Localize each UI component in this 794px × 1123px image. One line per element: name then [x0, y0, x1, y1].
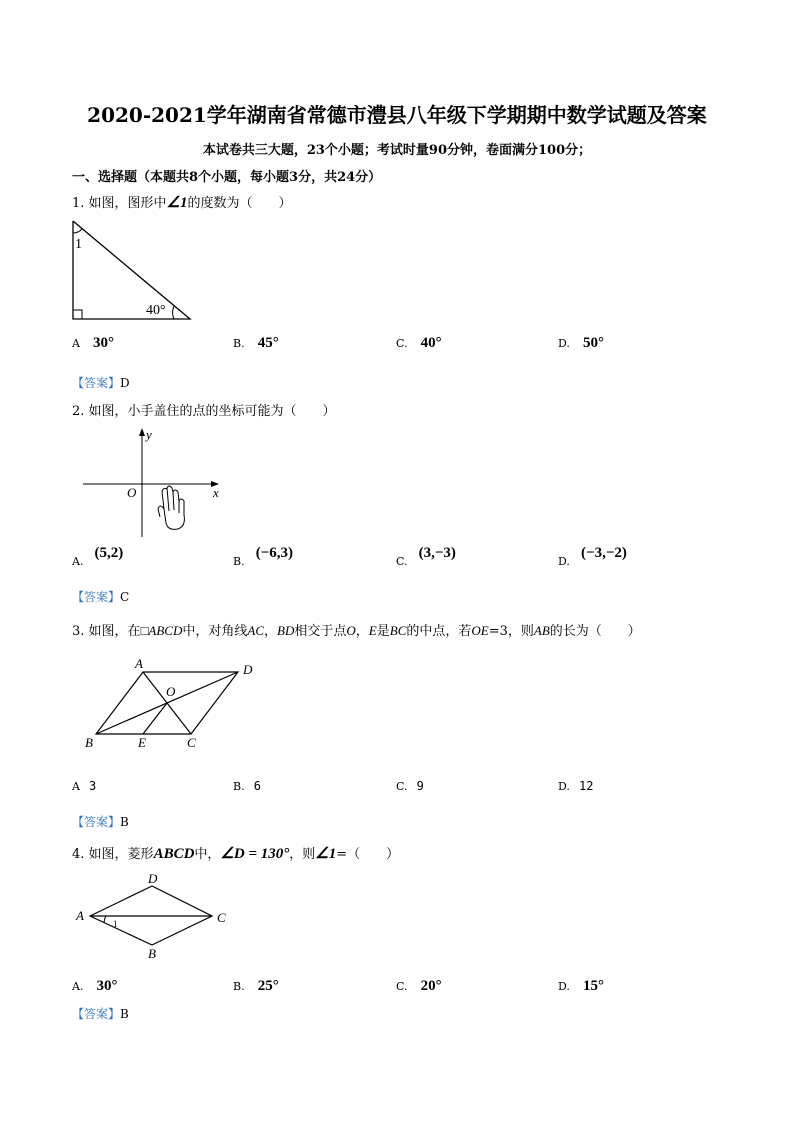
label-angle-1: 1 — [75, 237, 82, 252]
angle-1-symbol: ∠1 — [166, 195, 188, 211]
q1-option-a[interactable]: A 30° — [72, 335, 115, 351]
label-b: B — [148, 946, 156, 961]
label-40-degrees: 40° — [146, 303, 166, 318]
label-d: D — [148, 871, 158, 886]
angle-d-130: ∠D = 130° — [220, 846, 290, 862]
q3-parallelogram-figure — [80, 650, 270, 750]
answer-value: D — [120, 376, 130, 390]
q1-right-triangle-figure — [66, 218, 196, 328]
question-4-stem: 4. 如图，菱形ABCD中，∠D = 130°，则∠1=（ ） — [72, 846, 400, 862]
q4-rhombus-figure — [72, 870, 242, 960]
label-e: E — [138, 735, 146, 750]
answer-value: B — [120, 1007, 129, 1021]
answer-value: C — [120, 590, 130, 604]
y-axis-arrow — [139, 428, 145, 436]
label-d: D — [243, 662, 253, 677]
q4-option-a[interactable]: A. 30° — [72, 978, 118, 994]
q1-option-b[interactable]: B. 45° — [233, 335, 279, 351]
label-y: y — [146, 427, 152, 442]
answer-label: 【答案】 — [72, 376, 121, 390]
right-angle-mark — [73, 310, 82, 319]
label-origin: O — [127, 485, 137, 500]
label-b: B — [85, 735, 93, 750]
q4-option-b[interactable]: B. 25° — [233, 978, 279, 994]
label-c: C — [187, 735, 196, 750]
q2-option-a[interactable]: A. (5,2) — [72, 545, 124, 568]
question-number: 3. — [72, 624, 85, 639]
triangle-outline — [73, 221, 190, 319]
angle-1-arc — [73, 229, 82, 233]
q1-answer — [72, 374, 130, 391]
q2-answer — [72, 588, 129, 605]
question-1-stem: 1. 如图，图形中∠1的度数为（ ） — [72, 195, 292, 211]
section-heading-choice: 一、选择题（本题共8个小题，每小题3分，共24分） — [72, 170, 382, 185]
question-3-stem: 3. 如图，在□ABCD中，对角线AC，BD相交于点O，E是BC的中点，若OE=3，则AB的长为（ ） — [72, 623, 641, 639]
q3-option-a[interactable]: A 3 — [72, 779, 97, 793]
q1-option-d[interactable]: D. 50° — [558, 335, 605, 351]
question-number: 4. — [72, 847, 85, 862]
question-2-stem: 2. 如图，小手盖住的点的坐标可能为（ ） — [72, 404, 336, 419]
q3-option-c[interactable]: C. 9 — [396, 779, 424, 793]
q2-option-c[interactable]: C. (3,−3) — [396, 545, 456, 568]
q2-option-b[interactable]: B. (−6,3) — [233, 545, 293, 568]
angle-40-arc — [173, 306, 174, 319]
q4-answer — [72, 1005, 129, 1022]
label-x: x — [213, 485, 219, 500]
q3-option-b[interactable]: B. 6 — [233, 779, 261, 793]
page-title: 2020-2021学年湖南省常德市澧县八年级下学期期中数学试题及答案 — [87, 103, 707, 127]
question-number: 2. — [72, 404, 85, 419]
label-a: A — [76, 908, 84, 923]
q2-coordinate-figure — [80, 425, 230, 540]
answer-value: B — [120, 815, 129, 829]
q1-option-c[interactable]: C. 40° — [396, 335, 442, 351]
exam-info: 本试卷共三大题，23个小题；考试时量90分钟，卷面满分100分； — [202, 143, 592, 158]
hand-icon — [158, 486, 184, 529]
label-c: C — [217, 910, 226, 925]
rhombus-abcd: ABCD — [153, 846, 195, 862]
question-number: 1. — [72, 196, 85, 211]
answer-label: 【答案】 — [72, 590, 121, 604]
q2-option-d[interactable]: D. (−3,−2) — [558, 545, 627, 568]
angle-1-symbol: ∠1 — [315, 846, 337, 862]
parallelogram-abcd: □ABCD — [140, 623, 183, 638]
angle-1-arc — [104, 916, 106, 923]
q3-answer — [72, 813, 129, 830]
label-angle-1: 1 — [113, 919, 118, 929]
q4-option-c[interactable]: C. 20° — [396, 978, 442, 994]
q3-option-d[interactable]: D. 12 — [558, 779, 594, 793]
answer-label: 【答案】 — [72, 1007, 121, 1021]
label-a: A — [135, 656, 143, 671]
q4-option-d[interactable]: D. 15° — [558, 978, 605, 994]
answer-label: 【答案】 — [72, 815, 121, 829]
label-o: O — [166, 684, 176, 699]
